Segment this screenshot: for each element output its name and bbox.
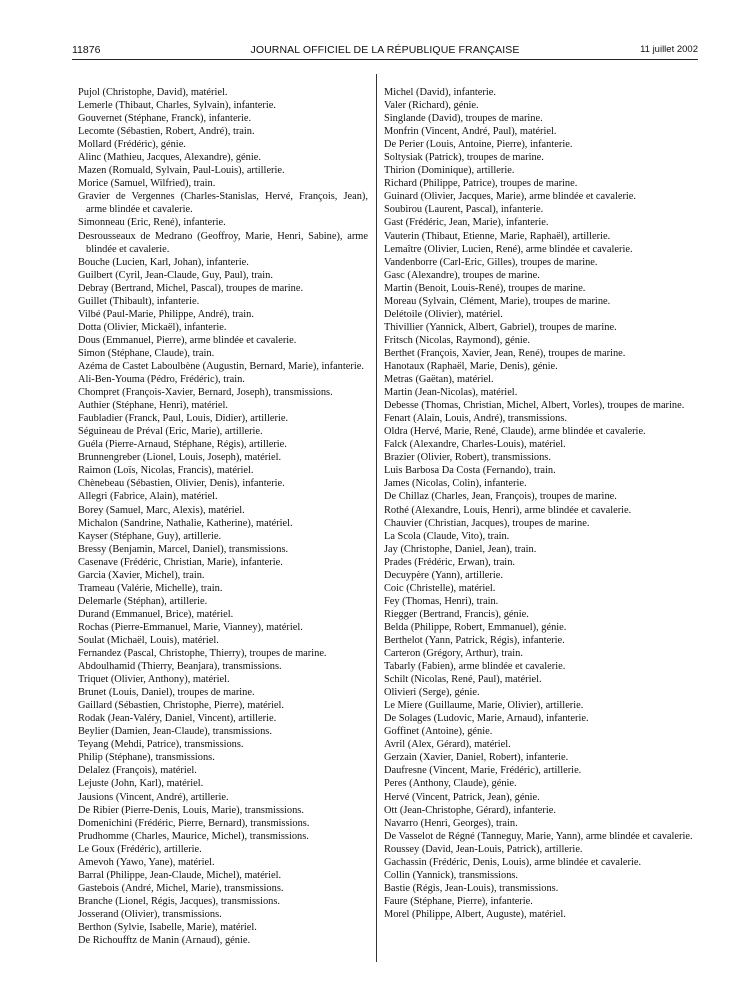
list-item: Borey (Samuel, Marc, Alexis), matériel. (78, 504, 245, 516)
list-item: Coic (Christelle), matériel. (384, 582, 496, 594)
list-item: Thivillier (Yannick, Albert, Gabriel), troupes de marine. (384, 321, 617, 333)
list-item: Gravier de Vergennes (Charles-Stanislas, Hervé, François, Jean), arme blindée et cavalerie. (78, 191, 368, 216)
list-item: Lejuste (John, Karl), matériel. (78, 778, 204, 790)
list-item: Gasc (Alexandre), troupes de marine. (384, 269, 540, 281)
list-item: Fey (Thomas, Henri), train. (384, 595, 499, 607)
list-item: Debray (Bertrand, Michel, Pascal), troupes de marine. (78, 282, 304, 294)
list-item: Moreau (Sylvain, Clément, Marie), troupes de marine. (384, 295, 611, 307)
list-item: De Richoufftz de Manin (Arnaud), génie. (78, 935, 251, 947)
list-item: Brunnengreber (Lionel, Louis, Joseph), matériel. (78, 452, 282, 464)
list-item: Prades (Frédéric, Erwan), train. (384, 556, 515, 568)
list-item: Roussey (David, Jean-Louis, Patrick), artillerie. (384, 843, 583, 855)
list-item: Michalon (Sandrine, Nathalie, Katherine), matériel. (78, 517, 293, 529)
list-item: Mollard (Frédéric), génie. (78, 139, 186, 151)
list-item: Morice (Samuel, Wilfried), train. (78, 178, 216, 190)
list-item: Tabarly (Fabien), arme blindée et cavalerie. (384, 661, 566, 673)
list-item: Guilbert (Cyril, Jean-Claude, Guy, Paul), train. (78, 269, 273, 281)
list-item: Bastie (Régis, Jean-Louis), transmissions. (384, 882, 559, 894)
list-item: Trameau (Valérie, Michelle), train. (78, 582, 223, 594)
list-item: Lemaître (Olivier, Lucien, René), arme blindée et cavalerie. (384, 243, 633, 255)
list-item: Singlande (David), troupes de marine. (384, 113, 543, 125)
journal-title: JOURNAL OFFICIEL DE LA RÉPUBLIQUE FRANÇAISE (250, 44, 520, 56)
list-item: Hervé (Vincent, Patrick, Jean), génie. (384, 791, 540, 803)
list-item: Teyang (Mehdi, Patrice), transmissions. (78, 739, 244, 751)
list-item: Azéma de Castet Laboulbène (Augustin, Bernard, Marie), infanterie. (78, 360, 364, 372)
list-item: Oldra (Hervé, Marie, René, Claude), arme blindée et cavalerie. (384, 426, 646, 438)
list-item: Brunet (Louis, Daniel), troupes de marine. (78, 687, 255, 699)
list-item: Soulat (Michaël, Louis), matériel. (78, 634, 219, 646)
list-item: Alinc (Mathieu, Jacques, Alexandre), génie. (78, 152, 261, 164)
list-item: Falck (Alexandre, Charles-Louis), matériel. (384, 439, 566, 451)
list-item: Authier (Stéphane, Henri), matériel. (78, 400, 229, 412)
list-item: Peres (Anthony, Claude), génie. (384, 778, 517, 790)
list-item: Metras (Gaëtan), matériel. (384, 374, 494, 386)
list-item: Faubladier (Franck, Paul, Louis, Didier), artillerie. (78, 413, 289, 425)
list-item: Durand (Emmanuel, Brice), matériel. (78, 608, 234, 620)
list-item: Lecomte (Sébastien, Robert, André), train. (78, 126, 255, 138)
list-item: Carteron (Grégory, Arthur), train. (384, 648, 523, 660)
list-item: Kayser (Stéphane, Guy), artillerie. (78, 530, 222, 542)
list-item: Daufresne (Vincent, Marie, Frédéric), artillerie. (384, 765, 582, 777)
list-item: Valer (Richard), génie. (384, 100, 479, 112)
list-item: Michel (David), infanterie. (384, 87, 496, 98)
list-item: Amevoh (Yawo, Yane), matériel. (78, 856, 215, 868)
list-item: Olivieri (Serge), génie. (384, 687, 480, 699)
list-item: Monfrin (Vincent, André, Paul), matériel. (384, 126, 557, 138)
list-item: Domenichini (Frédéric, Pierre, Bernard), transmissions. (78, 817, 310, 829)
list-item: Triquet (Olivier, Anthony), matériel. (78, 674, 230, 686)
list-item: De Solages (Ludovic, Marie, Arnaud), infanterie. (384, 713, 589, 725)
list-item: Simonneau (Eric, René), infanterie. (78, 217, 226, 229)
publication-date: 11 juillet 2002 (640, 44, 698, 55)
list-item: Decuypère (Yann), artillerie. (384, 569, 503, 581)
list-item: Allegri (Fabrice, Alain), matériel. (78, 491, 218, 503)
list-item: Simon (Stéphane, Claude), train. (78, 347, 215, 359)
list-item: Navarro (Henri, Georges), train. (384, 817, 518, 829)
list-item: Desrousseaux de Medrano (Geoffroy, Marie, Henri, Sabine), arme blindée et cavalerie. (78, 230, 368, 255)
list-item: Lemerle (Thibaut, Charles, Sylvain), infanterie. (78, 100, 276, 112)
list-item: Gerzain (Xavier, Daniel, Robert), infanterie. (384, 752, 569, 764)
list-item: Gast (Frédéric, Jean, Marie), infanterie. (384, 217, 549, 229)
list-item: Debesse (Thomas, Christian, Michel, Albert, Vorles), troupes de marine. (384, 400, 685, 412)
list-item: Chènebeau (Sébastien, Olivier, Denis), infanterie. (78, 478, 285, 490)
list-item: Vandenborre (Carl-Eric, Gilles), troupes de marine. (384, 256, 598, 268)
list-item: Le Goux (Frédéric), artillerie. (78, 843, 202, 855)
list-item: De Vasselot de Régné (Tanneguy, Marie, Yann), arme blindée et cavalerie. (384, 830, 693, 842)
page-number: 11876 (72, 44, 101, 56)
list-item: Vauterin (Thibaut, Etienne, Marie, Raphaël), artillerie. (384, 230, 611, 242)
list-item: Martin (Benoit, Louis-René), troupes de marine. (384, 282, 586, 294)
list-item: Berthon (Sylvie, Isabelle, Marie), matériel. (78, 922, 257, 933)
list-item: Bouche (Lucien, Karl, Johan), infanterie. (78, 256, 249, 268)
list-item: Belda (Philippe, Robert, Emmanuel), génie. (384, 621, 567, 633)
list-item: De Chillaz (Charles, Jean, François), troupes de marine. (384, 491, 617, 503)
list-item: Thirion (Dominique), artillerie. (384, 165, 515, 177)
list-item: Branche (Lionel, Régis, Jacques), transmissions. (78, 895, 280, 907)
list-item: Abdoulhamid (Thierry, Beanjara), transmissions. (78, 661, 282, 673)
list-item: Fritsch (Nicolas, Raymond), génie. (384, 334, 531, 346)
list-item: Rochas (Pierre-Emmanuel, Marie, Vianney), matériel. (78, 621, 303, 633)
list-item: Mazen (Romuald, Sylvain, Paul-Louis), artillerie. (78, 165, 285, 177)
list-item: Avril (Alex, Gérard), matériel. (384, 739, 511, 751)
list-item: Le Miere (Guillaume, Marie, Olivier), artillerie. (384, 700, 584, 712)
list-item: Fernandez (Pascal, Christophe, Thierry), troupes de marine. (78, 648, 327, 660)
list-item: Delemarle (Stéphan), artillerie. (78, 595, 208, 607)
list-item: Ali-Ben-Youma (Pédro, Frédéric), train. (78, 374, 245, 386)
list-item: Prudhomme (Charles, Maurice, Michel), transmissions. (78, 830, 309, 842)
list-item: Jausions (Vincent, André), artillerie. (78, 791, 229, 803)
list-item: Berthelot (Yann, Patrick, Régis), infanterie. (384, 634, 565, 646)
list-item: Josserand (Olivier), transmissions. (78, 908, 222, 920)
list-item: Gachassin (Frédéric, Denis, Louis), arme blindée et cavalerie. (384, 856, 642, 868)
list-item: Delalez (François), matériel. (78, 765, 197, 777)
column-divider (376, 74, 377, 962)
list-item: Luis Barbosa Da Costa (Fernando), train. (384, 465, 556, 477)
list-item: Pujol (Christophe, David), matériel. (78, 87, 228, 98)
list-item: Gaillard (Sébastien, Christophe, Pierre), matériel. (78, 700, 285, 712)
list-item: Barral (Philippe, Jean-Claude, Michel), matériel. (78, 869, 282, 881)
right-column (384, 86, 698, 921)
list-item: Séguineau de Préval (Eric, Marie), artillerie. (78, 426, 263, 438)
list-item: Hanotaux (Raphaël, Marie, Denis), génie. (384, 360, 558, 372)
list-item: Fenart (Alain, Louis, André), transmissions. (384, 413, 567, 425)
list-item: Dous (Emmanuel, Pierre), arme blindée et cavalerie. (78, 334, 297, 346)
list-item: Casenave (Frédéric, Christian, Marie), infanterie. (78, 556, 283, 568)
list-item: Soubirou (Laurent, Pascal), infanterie. (384, 204, 544, 216)
list-item: La Scola (Claude, Vito), train. (384, 530, 510, 542)
list-item: Gastebois (André, Michel, Marie), transmissions. (78, 882, 284, 894)
list-item: Gouvernet (Stéphane, Franck), infanterie. (78, 113, 252, 125)
list-item: Collin (Yannick), transmissions. (384, 869, 519, 881)
list-item: Berthet (François, Xavier, Jean, René), troupes de marine. (384, 347, 626, 359)
list-item: Rodak (Jean-Valéry, Daniel, Vincent), artillerie. (78, 713, 277, 725)
list-item: Brazier (Olivier, Robert), transmissions. (384, 452, 551, 464)
list-item: Goffinet (Antoine), génie. (384, 726, 493, 738)
list-item: Martin (Jean-Nicolas), matériel. (384, 387, 518, 399)
list-item: Faure (Stéphane, Pierre), infanterie. (384, 895, 533, 907)
list-item: Bressy (Benjamin, Marcel, Daniel), transmissions. (78, 543, 289, 555)
list-item: Philip (Stéphane), transmissions. (78, 752, 215, 764)
list-item: Soltysiak (Patrick), troupes de marine. (384, 152, 544, 164)
header-rule (72, 59, 698, 60)
list-item: Jay (Christophe, Daniel, Jean), train. (384, 543, 537, 555)
list-item: James (Nicolas, Colin), infanterie. (384, 478, 527, 490)
page-header (72, 44, 698, 60)
left-column (78, 86, 368, 947)
list-item: De Perier (Louis, Antoine, Pierre), infanterie. (384, 139, 573, 151)
list-item: Schilt (Nicolas, René, Paul), matériel. (384, 674, 542, 686)
list-item: Richard (Philippe, Patrice), troupes de marine. (384, 178, 578, 190)
list-item: Ott (Jean-Christophe, Gérard), infanterie. (384, 804, 556, 816)
list-item: Chompret (François-Xavier, Bernard, Joseph), transmissions. (78, 387, 333, 399)
list-item: Raimon (Loïs, Nicolas, Francis), matériel. (78, 465, 254, 477)
list-item: Garcia (Xavier, Michel), train. (78, 569, 205, 581)
list-item: De Ribier (Pierre-Denis, Louis, Marie), transmissions. (78, 804, 304, 816)
list-item: Guinard (Olivier, Jacques, Marie), arme blindée et cavalerie. (384, 191, 637, 203)
list-item: Delétoile (Olivier), matériel. (384, 308, 503, 320)
list-item: Chauvier (Christian, Jacques), troupes de marine. (384, 517, 590, 529)
list-item: Riegger (Bertrand, Francis), génie. (384, 608, 529, 620)
list-item: Vilbé (Paul-Marie, Philippe, André), train. (78, 308, 254, 320)
list-item: Dotta (Olivier, Mickaël), infanterie. (78, 321, 227, 333)
list-item: Beylier (Damien, Jean-Claude), transmissions. (78, 726, 272, 738)
list-item: Guéla (Pierre-Arnaud, Stéphane, Régis), artillerie. (78, 439, 287, 451)
list-item: Rothé (Alexandre, Louis, Henri), arme blindée et cavalerie. (384, 504, 632, 516)
list-item: Morel (Philippe, Albert, Auguste), matériel. (384, 908, 566, 920)
list-item: Guillet (Thibault), infanterie. (78, 295, 200, 307)
